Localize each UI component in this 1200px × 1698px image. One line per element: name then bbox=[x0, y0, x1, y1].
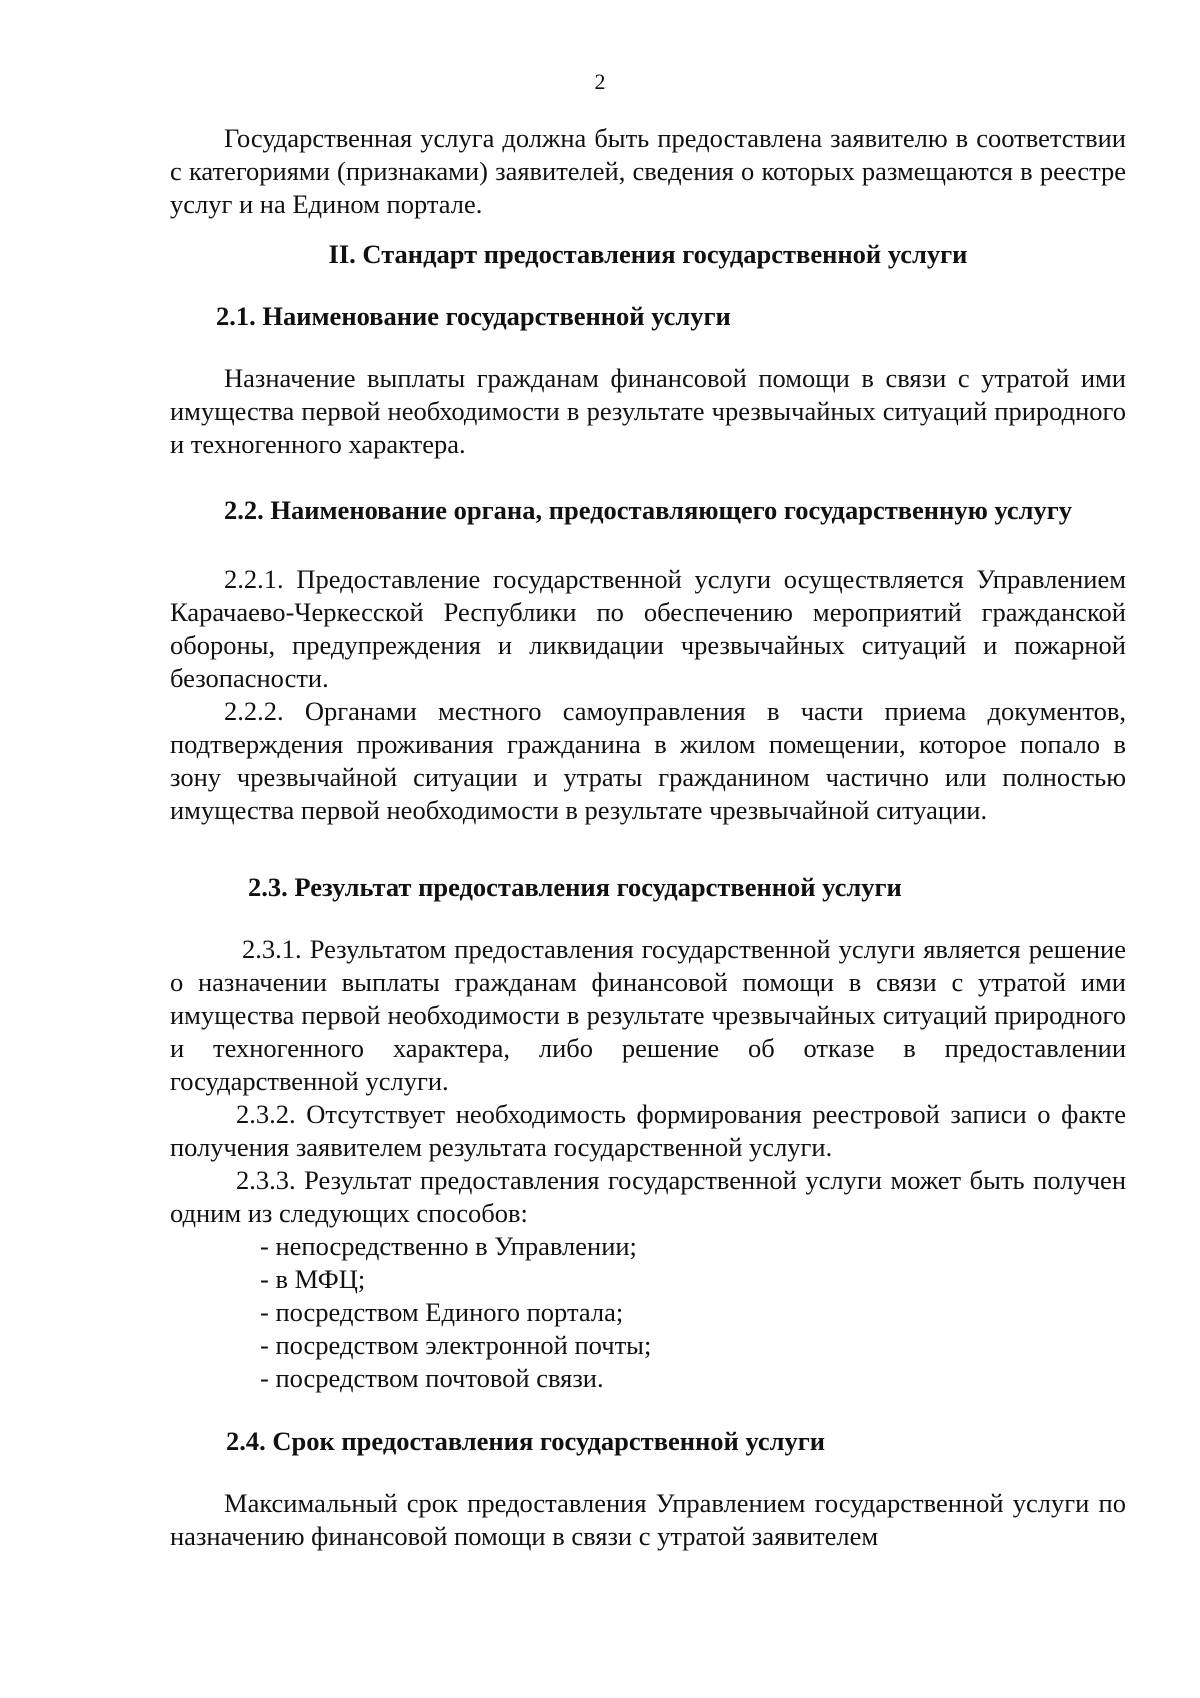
list-item: - посредством Единого портала; bbox=[260, 1297, 624, 1327]
section-2-2-heading-block bbox=[170, 494, 1126, 527]
list-item: - в МФЦ; bbox=[260, 1264, 366, 1294]
intro-text: Государственная услуга должна быть предоставлена заявителю в соответствии с категориями (признаками) заявителей, сведения о которых размещаются в реестре услуг и на Едином портале. bbox=[170, 123, 1126, 219]
heading-2-4: 2.4. Срок предоставления государственной услуги bbox=[226, 1426, 826, 1456]
section-2-1-body bbox=[170, 362, 1126, 461]
paragraph-2-3-3: 2.3.3. Результат предоставления государственной услуги может быть получен одним из следующих способов: bbox=[170, 1165, 1126, 1228]
paragraph-2-2-1: 2.2.1. Предоставление государственной услуги осуществляется Управлением Карачаево-Черкесской Республики по обеспечению мероприятий гражданской обороны, предупреждения и ликвидации чрезвычайных ситуаций и пожарной безопасности. bbox=[170, 564, 1126, 693]
intro-paragraph bbox=[170, 122, 1126, 221]
section-2-4-text: Максимальный срок предоставления Управлением государственной услуги по назначению финансовой помощи в связи с утратой заявителем bbox=[170, 1488, 1126, 1551]
section-2-4-body bbox=[170, 1487, 1126, 1553]
paragraph-2-3-1: 2.3.1. Результатом предоставления государственной услуги является решение о назначении выплаты гражданам финансовой помощи в связи с утратой ими имущества первой необходимости в результате чрезвычайных ситуаций природного и техногенного характера, либо решение об отказе в предоставлении государственной услуги. bbox=[170, 934, 1126, 1096]
heading-2-1: 2.1. Наименование государственной услуги bbox=[216, 301, 731, 331]
page-number: 2 bbox=[594, 69, 606, 94]
section-title: II. Стандарт предоставления государственной услуги bbox=[328, 239, 968, 269]
paragraph-2-2-2: 2.2.2. Органами местного самоуправления в части приема документов, подтверждения проживания гражданина в жилом помещении, которое попало в зону чрезвычайной ситуации и утраты гражданином частично или полностью имущества первой необходимости в результате чрезвычайной ситуации. bbox=[170, 696, 1126, 825]
heading-2-3: 2.3. Результат предоставления государственной услуги bbox=[248, 872, 902, 902]
section-2-1-text: Назначение выплаты гражданам финансовой помощи в связи с утратой ими имущества первой необходимости в результате чрезвычайных ситуаций природного и техногенного характера. bbox=[170, 363, 1126, 459]
list-item: - непосредственно в Управлении; bbox=[260, 1231, 637, 1261]
section-2-3-body bbox=[170, 933, 1126, 1395]
paragraph-2-3-2: 2.3.2. Отсутствует необходимость формирования реестровой записи о факте получения заявителем результата государственной услуги. bbox=[170, 1099, 1126, 1162]
list-item: - посредством электронной почты; bbox=[260, 1330, 652, 1360]
list-item: - посредством почтовой связи. bbox=[260, 1363, 604, 1393]
section-2-2-body bbox=[170, 563, 1126, 827]
heading-2-2: 2.2. Наименование органа, предоставляющего государственную услугу bbox=[224, 495, 1073, 525]
